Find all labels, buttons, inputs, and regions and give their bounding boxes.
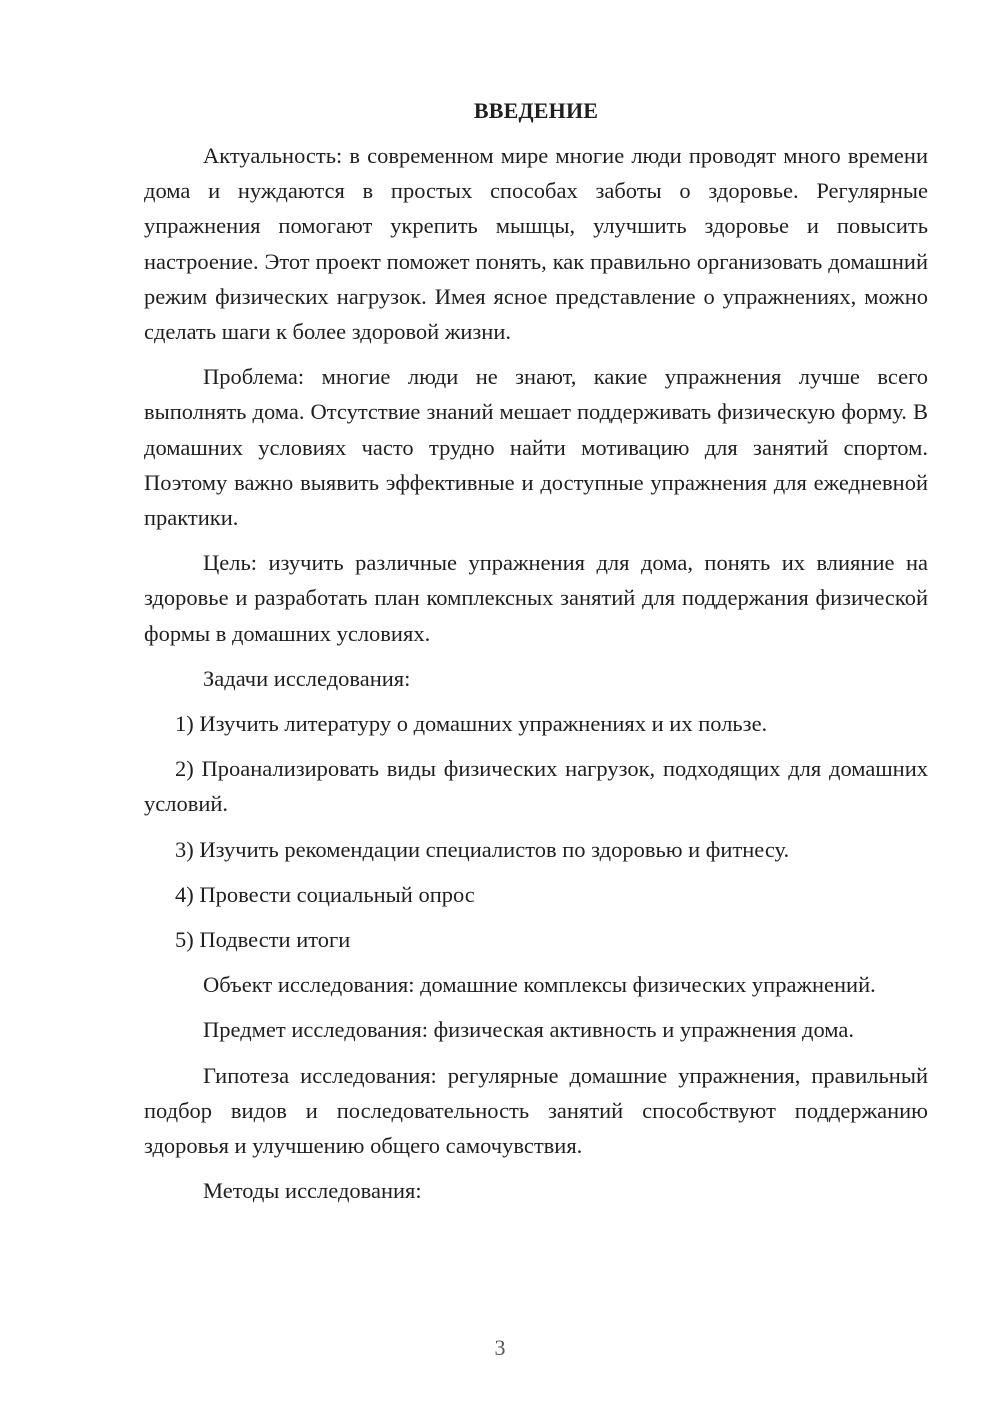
task-item: 5) Подвести итоги bbox=[175, 927, 351, 953]
problem-paragraph: Проблема: многие люди не знают, какие упражнения лучше всего выполнять дома. Отсутствие знаний мешает поддерживать физическую форму. В домашних условиях часто трудно найти мотивацию для занятий спортом. Поэтому важно выявить эффективные и доступные упражнения для ежедневной практики. bbox=[144, 364, 928, 531]
goal-paragraph: Цель: изучить различные упражнения для дома, понять их влияние на здоровье и разработать план комплексных занятий для поддержания физической формы в домашних условиях. bbox=[144, 550, 928, 646]
document-body bbox=[144, 96, 928, 1218]
task-item: 2) Проанализировать виды физических нагрузок, подходящих для домашних условий. bbox=[144, 756, 928, 817]
tasks-heading: Задачи исследования: bbox=[203, 665, 411, 691]
subject-paragraph: Предмет исследования: физическая активность и упражнения дома. bbox=[203, 1017, 854, 1043]
relevance-paragraph: Актуальность: в современном мире многие люди проводят много времени дома и нуждаются в простых способах заботы о здоровье. Регулярные упражнения помогают укрепить мышцы, улучшить здоровье и повысить настроение. Этот проект поможет понять, как правильно организовать домашний режим физических нагрузок. Имея ясное представление о упражнениях, можно сделать шаги к более здоровой жизни. bbox=[144, 143, 928, 345]
task-item: 3) Изучить рекомендации специалистов по здоровью и фитнесу. bbox=[175, 836, 790, 862]
page-title: ВВЕДЕНИЕ bbox=[473, 98, 599, 123]
task-item: 1) Изучить литературу о домашних упражнениях и их пользе. bbox=[175, 711, 768, 737]
object-paragraph: Объект исследования: домашние комплексы физических упражнений. bbox=[203, 972, 876, 998]
task-item: 4) Провести социальный опрос bbox=[175, 881, 475, 907]
hypothesis-paragraph: Гипотеза исследования: регулярные домашние упражнения, правильный подбор видов и последовательность занятий способствуют поддержанию здоровья и улучшению общего самочувствия. bbox=[144, 1062, 928, 1159]
methods-heading: Методы исследования: bbox=[203, 1178, 422, 1204]
page-number: 3 bbox=[494, 1335, 506, 1360]
